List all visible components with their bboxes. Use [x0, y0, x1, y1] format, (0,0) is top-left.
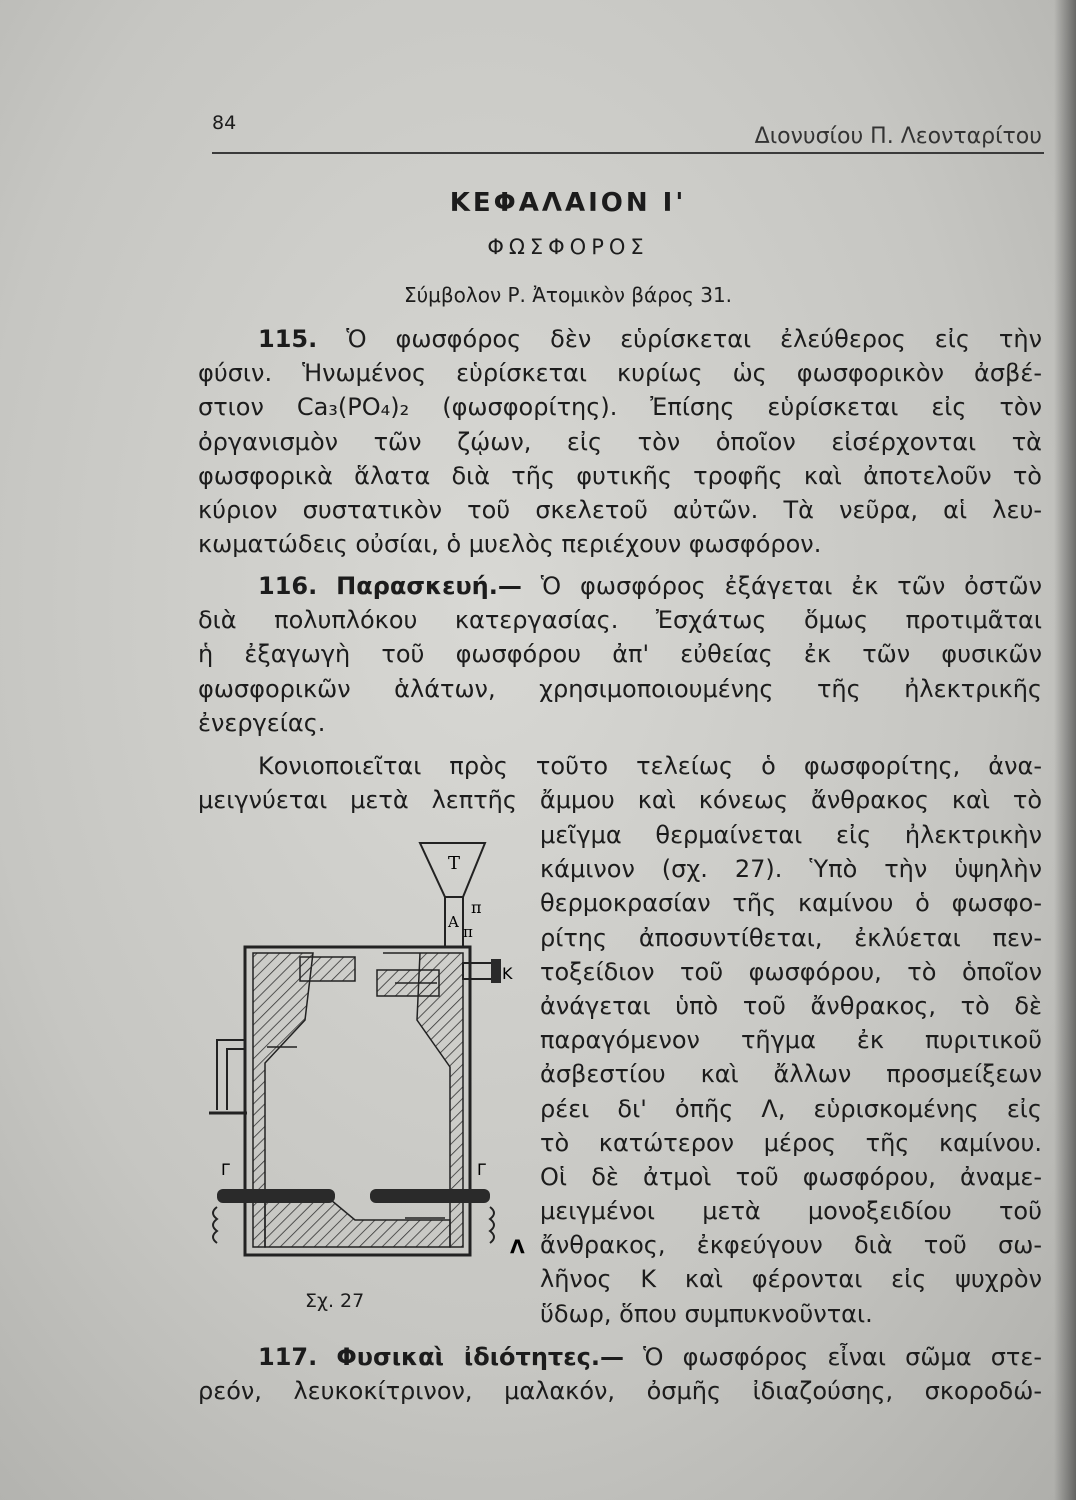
right-electrode — [370, 1189, 490, 1203]
left-coil — [213, 1207, 217, 1243]
side-pipe — [217, 1040, 245, 1110]
text-line: μεῖγμα θερμαίνεται εἰς ἠλεκτρικὴν — [540, 821, 1042, 849]
text-line-content: Ὁ φωσφόρος ἐξάγεται ἐκ τῶν ὀστῶν — [540, 572, 1042, 600]
text-line: κύριον συστατικὸν τοῦ σκελετοῦ αὐτῶν. Τὰ νεῦρα, αἱ λευ- — [198, 495, 1042, 524]
side-pipe-inner — [227, 1049, 245, 1110]
running-head-author: Διονυσίου Π. Λεονταρίτου — [754, 124, 1042, 149]
page-edge-shadow — [1054, 0, 1076, 1500]
figure-caption: Σχ. 27 — [305, 1290, 365, 1312]
label-t: Τ — [448, 853, 461, 874]
text-line: Κονιοποιεῖται πρὸς τοῦτο τελείως ὁ φωσφορίτης, ἀνα- — [258, 752, 1042, 780]
text-line: κάμινον (σχ. 27). Ὑπὸ τὴν ὑψηλὴν — [540, 855, 1042, 884]
text-line: ὀργανισμὸν τῶν ζῴων, εἰς τὸν ὁποῖον εἰσέρχονται τὰ — [198, 427, 1042, 456]
text-line: μειγμένοι μετὰ μονοξειδίου τοῦ — [540, 1197, 1042, 1226]
right-coil — [490, 1207, 494, 1243]
text-line: τοξείδιον τοῦ φωσφόρου, τὸ ὁποῖον — [540, 957, 1042, 986]
section-115 — [198, 322, 1042, 561]
header-rule — [212, 152, 1044, 154]
furnace-diagram — [205, 835, 525, 1275]
chapter-title: ΚΕΦΑΛΑΙΟΝ Ι' — [449, 188, 687, 218]
text-line: φωσφορικὰ ἅλατα διὰ τῆς φυτικῆς τροφῆς καὶ ἀποτελοῦν τὸ — [198, 461, 1042, 490]
text-line: ρέει δι' ὀπῆς Λ, εὑρισκομένης εἰς — [540, 1094, 1042, 1123]
section-heading: Φυσικαὶ ἰδιότητες.— — [336, 1343, 624, 1371]
text-line: Οἱ δὲ ἀτμοὶ τοῦ φωσφόρου, ἀναμε- — [540, 1162, 1042, 1191]
section-117 — [198, 1340, 1042, 1408]
page-number: 84 — [212, 112, 237, 134]
text-line: διὰ πολυπλόκου κατεργασίας. Ἐσχάτως ὅμως προτιμᾶται — [198, 606, 1042, 635]
text-line: ἐνεργείας. — [198, 708, 326, 737]
text-line: τὸ κατώτερον μέρος τῆς καμίνου. — [540, 1128, 1042, 1157]
left-electrode — [217, 1189, 335, 1203]
section-heading: Παρασκευή.— — [336, 572, 522, 600]
outlet-cap — [491, 959, 501, 983]
text-line: μειγνύεται μετὰ λεπτῆς ἄμμου καὶ κόνεως ἄνθρακος καὶ τὸ — [198, 786, 1042, 815]
text-line — [198, 569, 1042, 603]
label-pi-1: π — [471, 898, 482, 917]
text-line: λῆνος Κ καὶ φέρονται εἰς ψυχρὸν — [540, 1265, 1042, 1294]
text-line: στιον Ca₃(PO₄)₂ (φωσφορίτης). Ἐπίσης εὑρίσκεται εἰς τὸν — [198, 393, 1042, 422]
text-line: ἄνθρακος, ἐκφεύγουν διὰ τοῦ σω- — [540, 1231, 1042, 1260]
element-name: ΦΩΣΦΟΡΟΣ — [487, 235, 649, 259]
label-a: Α — [448, 913, 459, 931]
text-line: ἀνάγεται ὑπὸ τοῦ ἄνθρακος, τὸ δὲ — [540, 991, 1042, 1020]
section-116-wrap-text — [540, 818, 1042, 1331]
text-line: ρεόν, λευκοκίτρινον, μαλακόν, ὀσμῆς ἰδιαζούσης, σκοροδώ- — [198, 1377, 1042, 1406]
section-116 — [198, 569, 1042, 740]
text-line: κωματώδεις οὐσίαι, ὁ μυελὸς περιέχουν φωσφόρον. — [198, 530, 822, 559]
label-l: Λ — [510, 1236, 525, 1258]
section-number: 116. — [258, 572, 318, 600]
symbol-line: Σύμβολον Ρ. Ἀτομικὸν βάρος 31. — [403, 283, 733, 307]
text-line: ρίτης ἀποσυντίθεται, ἐκλύεται πεν- — [540, 923, 1042, 952]
text-line: ὕδωρ, ὅπου συμπυκνοῦνται. — [540, 1299, 873, 1328]
text-line: ἡ ἐξαγωγὴ τοῦ φωσφόρου ἀπ' εὐθείας ἐκ τῶν φυσικῶν — [198, 640, 1042, 669]
outlet-pipe — [463, 963, 493, 979]
running-head — [212, 112, 1042, 152]
text-line — [198, 322, 1042, 356]
text-line: φύσιν. Ἡνωμένος εὑρίσκεται κυρίως ὡς φωσφορικὸν ἀσβέ- — [198, 359, 1042, 388]
text-line: ἀσβεστίου καὶ ἄλλων προσμείξεων — [540, 1060, 1042, 1089]
section-number: 117. — [258, 1343, 318, 1371]
section-116-paragraph-2 — [198, 749, 1042, 817]
text-line: παραγόμενον τῆγμα ἐκ πυριτικοῦ — [540, 1026, 1042, 1055]
label-pi-2: π — [463, 923, 473, 941]
text-line — [198, 1340, 1042, 1374]
text-line: θερμοκρασίαν τῆς καμίνου ὁ φωσφο- — [540, 889, 1042, 918]
text-line: φωσφορικῶν ἁλάτων, χρησιμοποιουμένης τῆς ἠλεκτρικῆς — [198, 674, 1042, 703]
label-g-right: Γ — [477, 1160, 486, 1179]
label-g-left: Γ — [221, 1160, 230, 1179]
label-k: Κ — [502, 964, 513, 983]
text-line-content: Ὁ φωσφόρος δὲν εὑρίσκεται ἐλεύθερος εἰς τὴν — [346, 325, 1042, 353]
text-line-content: Ὁ φωσφόρος εἶναι σῶμα στε- — [643, 1343, 1042, 1371]
upper-left-block — [300, 957, 355, 981]
section-number: 115. — [258, 325, 318, 353]
